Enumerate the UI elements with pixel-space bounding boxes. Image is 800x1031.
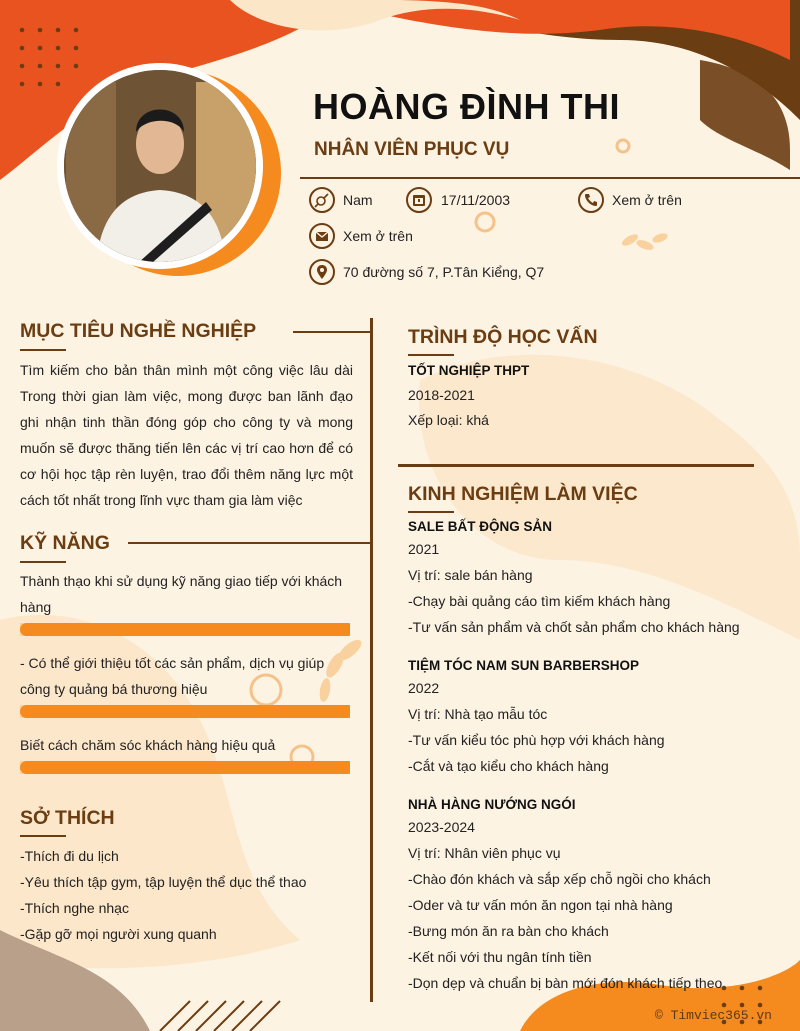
education-school: TỐT NGHIỆP THPT [408,363,530,378]
email-value: Xem ở trên [343,228,413,244]
hobbies-title: SỞ THÍCH [20,807,115,829]
location-pin-icon [309,259,335,285]
job-line: -Dọn dẹp và chuẩn bị bàn mới đón khách tiếp theo [408,975,723,991]
experience-title: KINH NGHIỆM LÀM VIỆC [408,483,638,505]
email-icon [309,223,335,249]
phone-info [578,187,682,213]
calendar-icon [406,187,432,213]
job-line: Vị trí: Nhân viên phục vụ [408,845,561,861]
objective-text: Tìm kiếm cho bản thân mình một công việc lâu dài Trong thời gian làm việc, mong được ban lãnh đạo ghi nhận tinh thần đóng góp cho công ty và mong muốn sẽ được thăng tiến lên các vị trí cao hơn để có cơ hội học tập rèn luyện, trao đổi thêm năng lực một cách tốt nhất trong lĩnh vực tham gia làm việc [20,362,353,508]
address-value: 70 đường số 7, P.Tân Kiểng, Q7 [343,264,545,280]
profile-photo-frame [56,62,286,277]
skills-title-rule [128,542,373,544]
email-info [309,223,413,249]
column-divider [370,318,373,1002]
hobbies-underline [20,835,66,837]
gender-value: Nam [343,192,373,208]
job-entry [408,797,722,996]
job-company: NHÀ HÀNG NƯỚNG NGÓI [408,797,576,812]
phone-value: Xem ở trên [612,192,682,208]
gender-icon [309,187,335,213]
hobby-item: -Thích nghe nhạc [20,900,129,916]
job-line: -Chào đón khách và sắp xếp chỗ ngồi cho khách [408,871,711,887]
education-years: 2018-2021 [408,387,475,403]
hobbies-list [20,843,306,947]
hobby-item: -Yêu thích tập gym, tập luyện thể dục thể thao [20,874,307,890]
job-entry [408,519,740,640]
skill-text: Thành thạo khi sử dụng kỹ năng giao tiếp với khách hàng [20,573,343,615]
skill-text: - Có thể giới thiệu tốt các sản phẩm, dịch vụ giúp công ty quảng bá thương hiệu [20,655,325,697]
experience-underline [408,511,454,513]
objective-title: MỤC TIÊU NGHỀ NGHIỆP [20,320,257,342]
job-title: NHÂN VIÊN PHỤC VỤ [314,139,510,160]
avatar [56,62,286,277]
address-info [309,259,544,285]
phone-icon [578,187,604,213]
job-company: TIỆM TÓC NAM SUN BARBERSHOP [408,658,640,673]
objective-underline [20,349,66,351]
education-title: TRÌNH ĐỘ HỌC VẤN [408,326,598,348]
job-line: -Bưng món ăn ra bàn cho khách [408,923,609,939]
education-divider [398,464,754,467]
birthday-info [406,187,510,213]
candidate-name: HOÀNG ĐÌNH THI [313,86,620,127]
header-divider [300,177,800,179]
education-grade: Xếp loại: khá [408,412,489,428]
job-line: -Tư vấn sản phẩm và chốt sản phẩm cho khách hàng [408,619,740,635]
job-line: -Oder và tư vấn món ăn ngon tại nhà hàng [408,897,673,913]
job-line: Vị trí: sale bán hàng [408,567,533,583]
job-line: -Tư vấn kiểu tóc phù hợp với khách hàng [408,732,665,748]
skill-bar [20,705,350,718]
skill-bar [20,623,350,636]
hobby-item: -Gặp gỡ mọi người xung quanh [20,926,217,942]
job-years: 2022 [408,680,440,696]
job-line: -Chạy bài quảng cáo tìm kiếm khách hàng [408,593,671,609]
hobby-item: -Thích đi du lịch [20,848,119,864]
watermark: © Timviec365.vn [654,1008,772,1023]
gender-info [309,187,373,213]
skill-text: Biết cách chăm sóc khách hàng hiệu quả [20,737,276,753]
skill-bar [20,761,350,774]
job-line: -Kết nối với thu ngân tính tiền [408,949,592,965]
birthday-value: 17/11/2003 [441,192,511,208]
skills-underline [20,561,66,563]
objective-title-rule [293,331,373,333]
skills-title: KỸ NĂNG [20,532,110,554]
job-years: 2023-2024 [408,819,475,835]
job-line: Vị trí: Nhà tạo mẫu tóc [408,706,548,722]
job-line: -Cắt và tạo kiểu cho khách hàng [408,758,609,774]
job-company: SALE BẤT ĐỘNG SẢN [408,519,553,534]
job-entry [408,658,665,779]
job-years: 2021 [408,541,440,557]
education-underline [408,354,454,356]
